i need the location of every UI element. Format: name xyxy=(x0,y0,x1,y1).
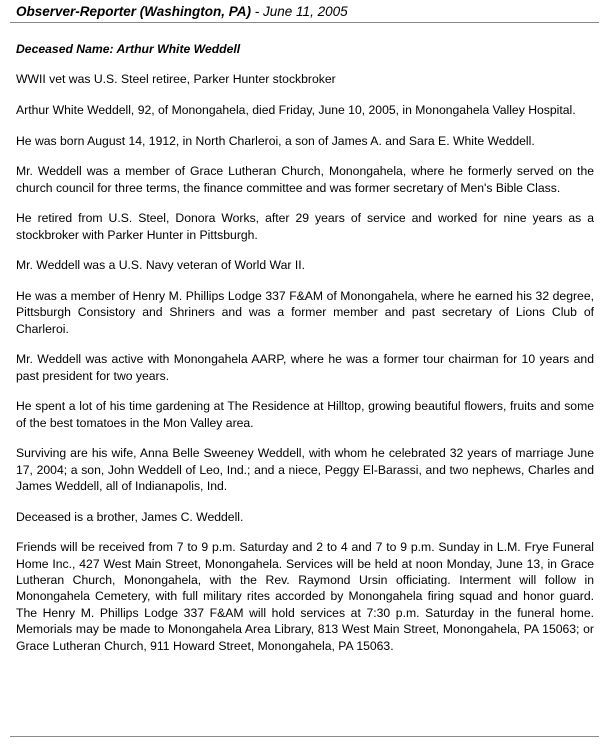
obituary-paragraph: He spent a lot of his time gardening at The Residence at Hilltop, growing beautiful flowers, fruits and some of the best tomatoes in the Mon Valley area. xyxy=(16,399,594,430)
obituary-paragraph: Arthur White Weddell, 92, of Monongahela, died Friday, June 10, 2005, in Monongahela Valley Hospital. xyxy=(16,103,576,117)
obituary-body xyxy=(16,41,594,668)
publication-name: Observer-Reporter (Washington, PA) xyxy=(16,4,252,19)
header-divider xyxy=(10,22,599,23)
obituary-paragraph: Mr. Weddell was a U.S. Navy veteran of World War II. xyxy=(16,258,305,273)
article-header xyxy=(16,4,348,19)
obituary-paragraph: He was a member of Henry M. Phillips Lodge 337 F&AM of Monongahela, where he earned his 32 degree, Pittsburgh Consistory and Shriners and was a former member and past secretary of Lions Club of Charleroi. xyxy=(16,288,594,336)
obituary-paragraph: Deceased is a brother, James C. Weddell. xyxy=(16,509,244,524)
date-separator: - xyxy=(251,4,264,19)
obituary-paragraph: Mr. Weddell was a member of Grace Lutheran Church, Monongahela, where he formerly served on the church council for three terms, the finance committee and was former secretary of Men's Bible Class. xyxy=(16,164,594,195)
obituary-paragraph: Surviving are his wife, Anna Belle Sweeney Weddell, with whom he celebrated 32 years of marriage June 17, 2004; a son, John Weddell of Leo, Ind.; and a niece, Peggy El-Barassi, and two nephews, Charles and James Weddell, all of Indianapolis, Ind. xyxy=(16,446,594,493)
obituary-paragraph: Mr. Weddell was active with Monongahela AARP, where he was a former tour chairman for 10 years and past president for two years. xyxy=(16,352,594,383)
publication-date: June 11, 2005 xyxy=(263,4,348,19)
footer-divider xyxy=(10,736,599,737)
obituary-paragraph: He was born August 14, 1912, in North Charleroi, a son of James A. and Sara E. White Weddell. xyxy=(16,133,535,148)
obituary-paragraph: He retired from U.S. Steel, Donora Works, after 29 years of service and worked for nine years as a stockbroker with Parker Hunter in Pittsburgh. xyxy=(16,211,594,242)
obituary-headline: WWII vet was U.S. Steel retiree, Parker Hunter stockbroker xyxy=(16,72,336,87)
deceased-name-line: Deceased Name: Arthur White Weddell xyxy=(16,42,241,56)
obituary-paragraph: Friends will be received from 7 to 9 p.m. Saturday and 2 to 4 and 7 to 9 p.m. Sunday in L.M. Frye Funeral Home Inc., 427 West Main Street, Monongahela. Services will be held at noon Monday, June 13, in Grace Lutheran Church, Monongahela, with the Rev. Raymond Ursin officiating. Interment will follow in Monongahela Cemetery, with full military rites accorded by Monongahela firing squad and honor guard. The Henry M. Phillips Lodge 337 F&AM will hold services at 7:30 p.m. Saturday in the funeral home. Memorials may be made to Monongahela Area Library, 813 West Main Street, Monongahela, PA 15063; or Grace Lutheran Church, 911 Howard Street, Monongahela, PA 15063. xyxy=(16,540,594,653)
